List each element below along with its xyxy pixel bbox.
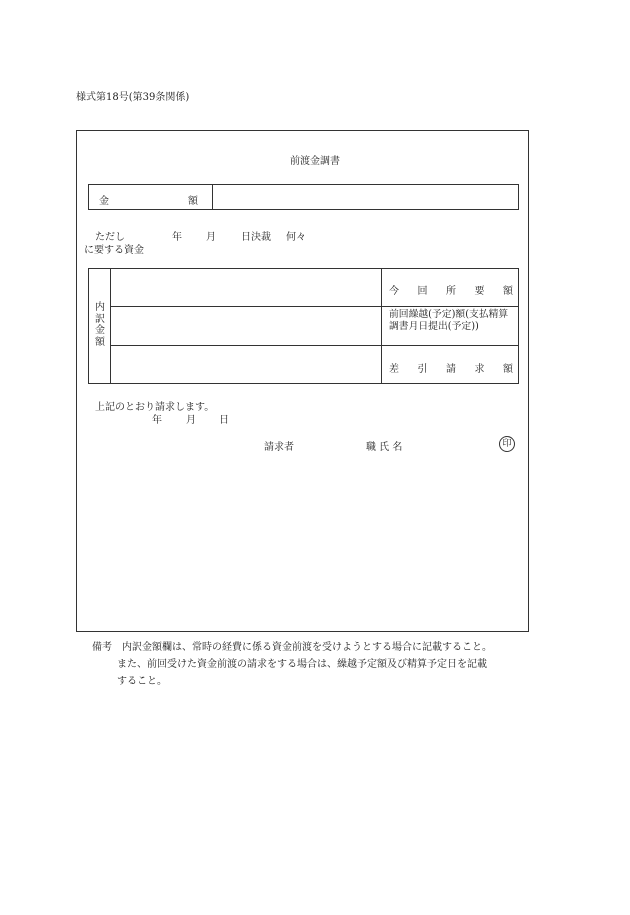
row-net-request [389, 360, 513, 375]
note-line-3: すること。 [117, 676, 167, 687]
note-line-1: 備考 内訳金額欄は、常時の経費に係る資金前渡を受けようとする場合に記載すること。 [92, 642, 492, 653]
tadashi-what: 何々 [286, 232, 306, 243]
tadashi-line2: に要する資金 [84, 245, 144, 256]
row1-char: 所 [446, 286, 456, 297]
seal-mark: 印 [499, 436, 515, 452]
row3-char: 差 [389, 364, 399, 375]
tadashi-year: 年 [172, 232, 182, 243]
amount-divider [212, 184, 213, 210]
note-line-2: また、前回受けた資金前渡の請求をする場合は、繰越予定額及び精算予定日を記載 [117, 659, 487, 670]
row1-char: 額 [503, 286, 513, 297]
form-reference: 様式第18号(第39条関係) [76, 92, 190, 103]
tadashi-lead: ただし [95, 232, 125, 243]
row3-char: 額 [503, 364, 513, 375]
row-current-required [389, 282, 513, 297]
tadashi-day-decision: 日決裁 [241, 232, 271, 243]
tadashi-month: 月 [206, 232, 216, 243]
breakdown-row-divider-1 [110, 306, 519, 307]
breakdown-column-divider [381, 268, 382, 384]
row3-char: 請 [446, 364, 456, 375]
breakdown-label-divider [110, 268, 111, 384]
breakdown-row-divider-2 [110, 345, 519, 346]
amount-label-right: 額 [188, 196, 198, 207]
row3-char: 求 [474, 364, 485, 375]
request-year: 年 [152, 415, 162, 426]
row1-char: 回 [417, 286, 428, 297]
amount-box [88, 184, 519, 210]
requester-label: 請求者 [264, 442, 294, 453]
request-day: 日 [219, 415, 229, 426]
position-name-label: 職 氏 名 [366, 442, 403, 453]
request-month: 月 [186, 415, 196, 426]
row1-char: 今 [389, 286, 399, 297]
amount-label-left: 金 [99, 196, 109, 207]
request-statement: 上記のとおり請求します。 [95, 402, 215, 413]
row3-char: 引 [417, 364, 428, 375]
row-previous-carryover: 前回繰越(予定)額(支払精算調書月日提出(予定)) [389, 309, 509, 332]
breakdown-vertical-label: 内訳金額 [95, 302, 105, 348]
row1-char: 要 [474, 286, 485, 297]
form-title: 前渡金調書 [290, 156, 340, 167]
